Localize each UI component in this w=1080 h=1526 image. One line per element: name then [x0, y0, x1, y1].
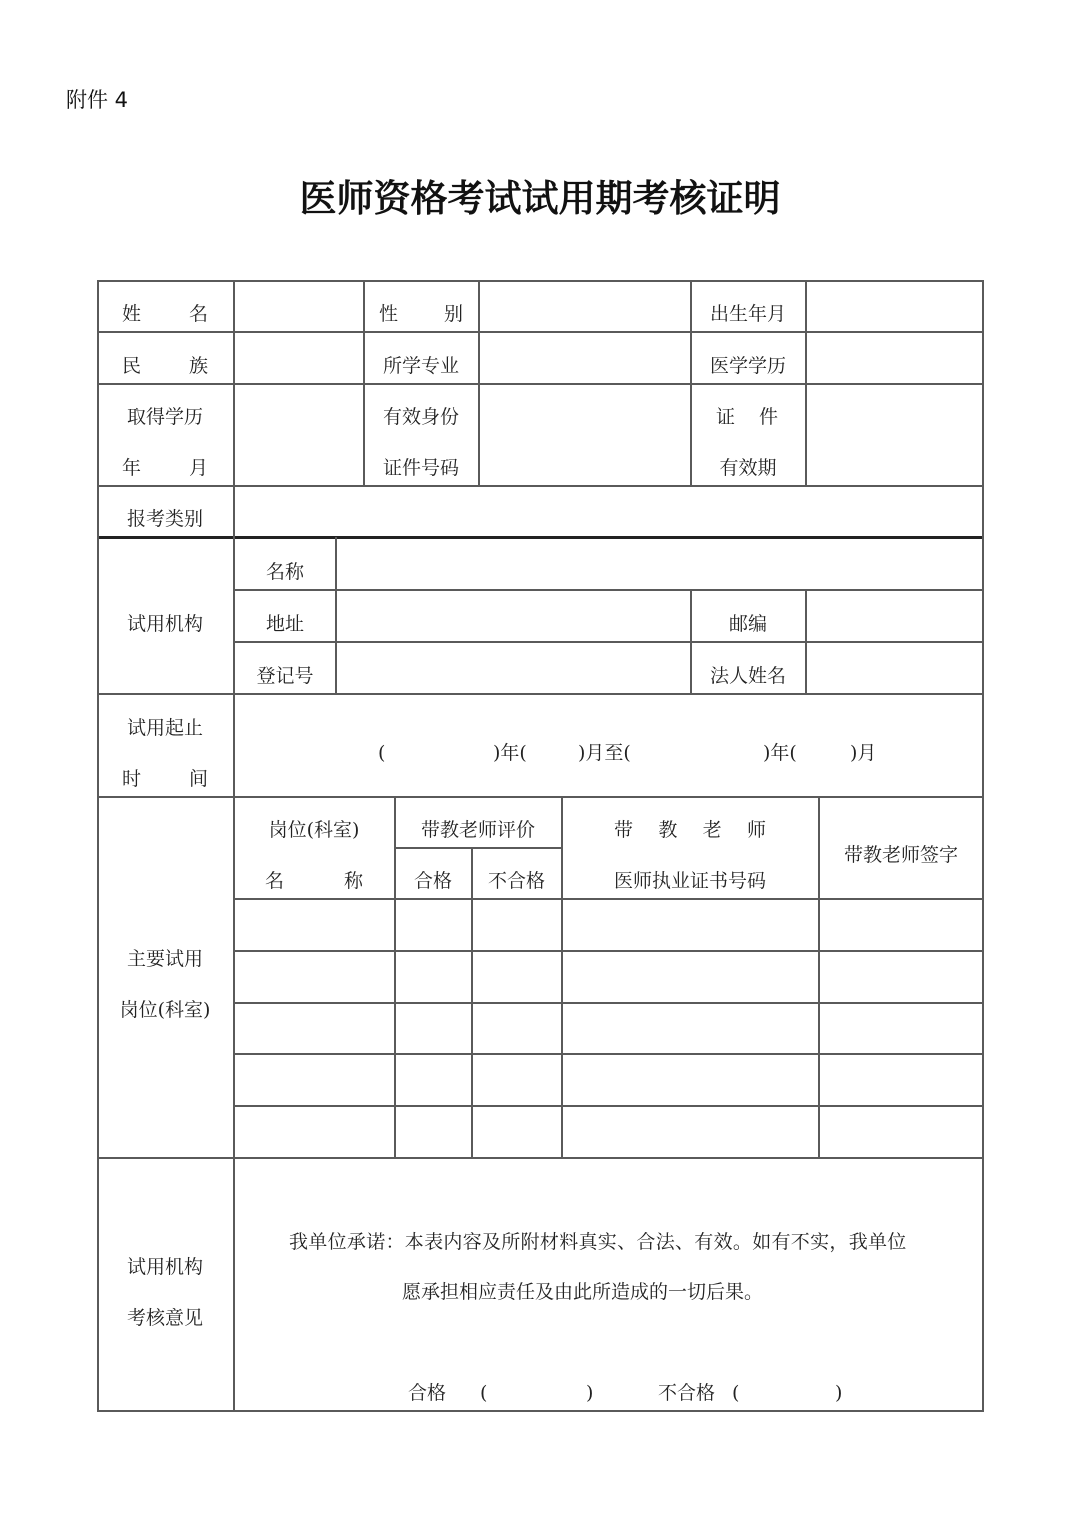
postcode-label: 邮编	[728, 613, 767, 635]
period-label-line2: 时 间	[122, 768, 208, 790]
assessment-label-line1: 试用机构	[126, 1256, 203, 1278]
id-number-label-line2: 证件号码	[382, 457, 459, 479]
pass-checkbox[interactable]	[396, 900, 470, 949]
assessment-pass-close: )	[586, 1382, 594, 1404]
registration-label: 登记号	[256, 665, 314, 687]
fail-checkbox[interactable]	[473, 952, 560, 1001]
period-end-year-input[interactable]	[660, 736, 760, 766]
degree-date-label-line1: 取得学历	[126, 406, 203, 428]
institution-section-label: 试用机构	[126, 613, 203, 635]
institution-name-label: 名称	[265, 561, 304, 583]
positions-section-label-line2: 岗位(科室)	[119, 999, 211, 1021]
signature-input[interactable]	[820, 952, 981, 1001]
institution-address-label: 地址	[265, 613, 304, 635]
gender-label: 性 别	[379, 303, 463, 325]
fail-checkbox[interactable]	[473, 1055, 560, 1104]
signature-input[interactable]	[820, 900, 981, 949]
table-border	[394, 847, 561, 849]
assessment-fail-close: )	[835, 1382, 843, 1404]
period-start-year-suffix: )年(	[493, 742, 527, 764]
period-start-month-suffix: )月至(	[578, 742, 631, 764]
postcode-input[interactable]	[807, 591, 981, 640]
fail-checkbox[interactable]	[473, 1107, 560, 1156]
pass-checkbox[interactable]	[396, 952, 470, 1001]
id-number-label-line1: 有效身份	[382, 406, 459, 428]
table-border	[363, 280, 365, 485]
ethnicity-label: 民 族	[122, 355, 208, 377]
col-post-header-line1: 岗位(科室)	[268, 819, 360, 841]
cert-number-input[interactable]	[563, 952, 817, 1001]
medical-degree-label: 医学学历	[709, 355, 786, 377]
col-eval-header: 带教老师评价	[420, 819, 535, 841]
fail-checkbox[interactable]	[473, 1004, 560, 1052]
name-input[interactable]	[235, 282, 362, 330]
signature-input[interactable]	[820, 1004, 981, 1052]
assessment-fail-open: (	[732, 1382, 740, 1404]
assessment-label-line2: 考核意见	[126, 1307, 203, 1329]
cert-number-input[interactable]	[563, 1004, 817, 1052]
registration-input[interactable]	[337, 643, 689, 692]
table-border	[97, 1157, 983, 1159]
institution-name-input[interactable]	[337, 540, 981, 588]
table-border	[97, 280, 99, 1411]
post-name-input[interactable]	[235, 1004, 393, 1052]
positions-section-label-line1: 主要试用	[126, 948, 203, 970]
exam-category-label: 报考类别	[126, 508, 203, 530]
cert-number-input[interactable]	[563, 1055, 817, 1104]
col-pass-header: 合格	[413, 870, 452, 892]
post-name-input[interactable]	[235, 1107, 393, 1156]
id-validity-input[interactable]	[807, 385, 981, 484]
medical-degree-input[interactable]	[807, 333, 981, 382]
period-start-month-input[interactable]	[550, 736, 576, 766]
post-name-input[interactable]	[235, 900, 393, 949]
name-label: 姓 名	[122, 303, 208, 325]
col-fail-header: 不合格	[487, 870, 545, 892]
major-label: 所学专业	[382, 355, 459, 377]
degree-date-input[interactable]	[235, 385, 362, 484]
ethnicity-input[interactable]	[235, 333, 362, 382]
legal-person-input[interactable]	[807, 643, 981, 692]
gender-input[interactable]	[480, 282, 689, 330]
table-border	[982, 280, 984, 1411]
legal-person-label: 法人姓名	[709, 665, 786, 687]
birth-label: 出生年月	[709, 303, 786, 325]
col-cert-header-line2: 医师执业证书号码	[613, 870, 766, 892]
cert-number-input[interactable]	[563, 1107, 817, 1156]
table-border	[97, 693, 983, 695]
pass-checkbox[interactable]	[396, 1107, 470, 1156]
assessment-pass-label: 合格	[408, 1382, 447, 1404]
attachment-label: 附件 4	[66, 88, 129, 112]
signature-input[interactable]	[820, 1107, 981, 1156]
fail-checkbox[interactable]	[473, 900, 560, 949]
promise-line-2: 愿承担相应责任及由此所造成的一切后果。	[402, 1281, 764, 1303]
post-name-input[interactable]	[235, 1055, 393, 1104]
signature-input[interactable]	[820, 1055, 981, 1104]
major-input[interactable]	[480, 333, 689, 382]
col-signature-header: 带教老师签字	[843, 844, 958, 866]
id-validity-label-line1: 证 件	[716, 406, 778, 428]
col-cert-header-line1: 带 教 老 师	[614, 819, 766, 841]
promise-line-1: 我单位承诺：本表内容及所附材料真实、合法、有效。如有不实，我单位	[289, 1231, 907, 1253]
period-end-year-suffix: )年(	[763, 742, 797, 764]
cert-number-input[interactable]	[563, 900, 817, 949]
assessment-fail-label: 不合格	[658, 1382, 716, 1404]
pass-checkbox[interactable]	[396, 1004, 470, 1052]
id-number-input[interactable]	[480, 385, 689, 484]
pass-checkbox[interactable]	[396, 1055, 470, 1104]
period-label-line1: 试用起止	[126, 717, 203, 739]
section-divider	[97, 536, 983, 539]
page-title: 医师资格考试试用期考核证明	[299, 176, 781, 220]
period-start-year-input[interactable]	[390, 736, 490, 766]
period-open-paren: (	[378, 742, 386, 764]
institution-address-input[interactable]	[337, 591, 689, 640]
table-border	[97, 796, 983, 798]
id-validity-label-line2: 有效期	[719, 457, 777, 479]
post-name-input[interactable]	[235, 952, 393, 1001]
birth-input[interactable]	[807, 282, 981, 330]
period-end-month-input[interactable]	[822, 736, 848, 766]
assessment-fail-checkbox[interactable]	[742, 1376, 834, 1406]
col-post-header-line2: 名 称	[265, 870, 363, 892]
table-border	[97, 1410, 984, 1412]
exam-category-input[interactable]	[235, 487, 981, 535]
period-end-month-suffix: )月	[850, 742, 877, 764]
assessment-pass-checkbox[interactable]	[490, 1376, 585, 1406]
degree-date-label-line2: 年 月	[122, 457, 208, 479]
assessment-pass-open: (	[480, 1382, 488, 1404]
